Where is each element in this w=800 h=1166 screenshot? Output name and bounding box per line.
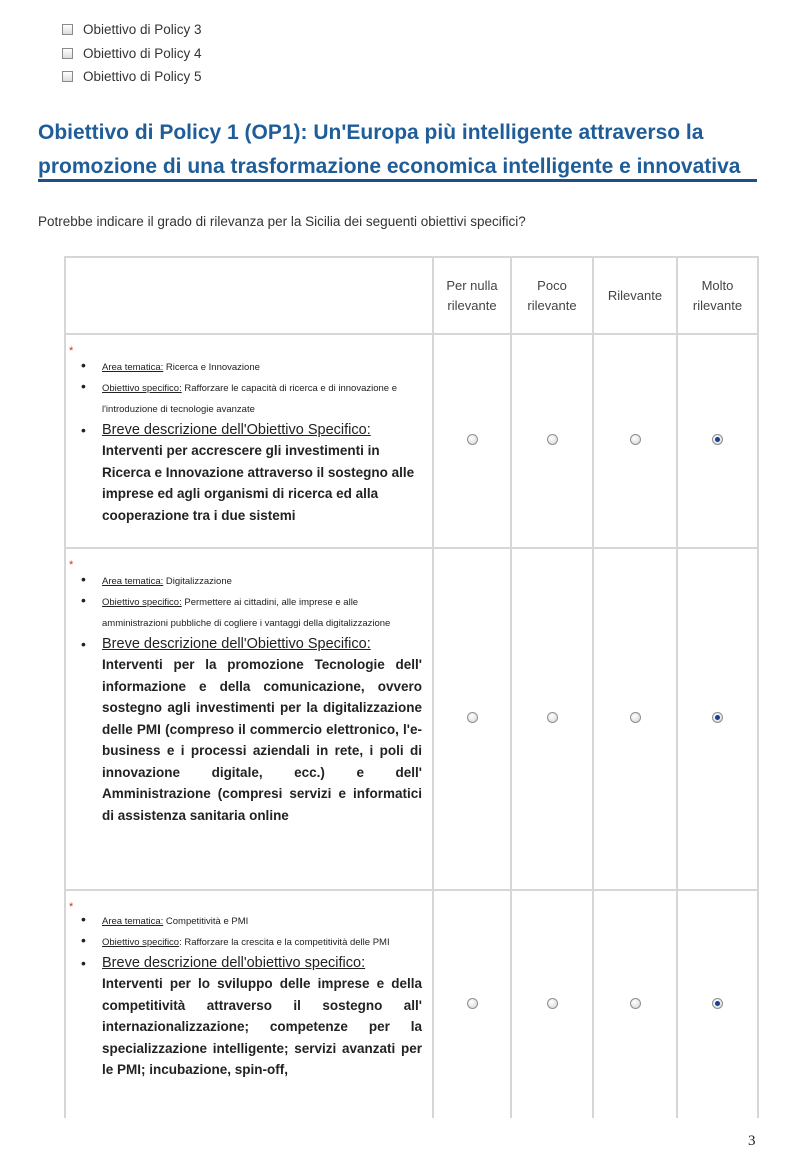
checkbox-list bbox=[62, 18, 202, 89]
objective-line bbox=[81, 378, 422, 420]
question-text: Potrebbe indicare il grado di rilevanza per la Sicilia dei seguenti obiettivi specifici? bbox=[38, 214, 526, 229]
radio-molto-rilevante[interactable] bbox=[712, 434, 723, 445]
objective-content bbox=[81, 571, 422, 826]
radio-rilevante[interactable] bbox=[630, 434, 641, 445]
radio-poco-rilevante[interactable] bbox=[547, 998, 558, 1009]
objective-value: : Rafforzare la crescita e la competitività delle PMI bbox=[179, 937, 390, 948]
checkbox-label: Obiettivo di Policy 5 bbox=[83, 69, 202, 85]
objective-description bbox=[65, 334, 433, 548]
column-header: Molto rilevante bbox=[677, 257, 758, 334]
radio-cell bbox=[511, 548, 593, 890]
brief-label: Breve descrizione dell'Obiettivo Specifico: bbox=[102, 422, 371, 438]
checkbox-option[interactable] bbox=[62, 42, 202, 66]
area-line bbox=[81, 357, 422, 378]
bullet: • bbox=[81, 932, 86, 948]
radio-cell bbox=[593, 548, 677, 890]
brief-line bbox=[81, 953, 422, 973]
header-empty bbox=[65, 257, 433, 334]
brief-line bbox=[81, 420, 422, 440]
checkbox-label: Obiettivo di Policy 4 bbox=[83, 45, 202, 61]
area-line bbox=[81, 911, 422, 932]
required-marker: * bbox=[69, 345, 74, 357]
objective-value: Rafforzare le capacità di ricerca e di innovazione e l'introduzione di tecnologie avanzate bbox=[102, 383, 398, 415]
radio-poco-rilevante[interactable] bbox=[547, 712, 558, 723]
area-line bbox=[81, 571, 422, 592]
rating-matrix bbox=[64, 256, 759, 1118]
radio-cell bbox=[593, 334, 677, 548]
objective-value: Permettere ai cittadini, alle imprese e alle amministrazioni pubbliche di cogliere i vantaggi della digitalizzazione bbox=[102, 597, 391, 629]
section-title: Obiettivo di Policy 1 (OP1): Un'Europa più intelligente attraverso la promozione di una trasformazione economica intelligente e innovativa bbox=[38, 121, 741, 178]
radio-cell bbox=[511, 890, 593, 1118]
radio-cell bbox=[593, 890, 677, 1118]
objective-label: Obiettivo specifico bbox=[102, 937, 180, 948]
area-label: Area tematica: bbox=[102, 362, 164, 373]
question-row bbox=[65, 548, 758, 890]
checkbox[interactable] bbox=[62, 24, 73, 35]
objective-content bbox=[81, 357, 422, 526]
bullet: • bbox=[81, 571, 86, 587]
radio-poco-rilevante[interactable] bbox=[547, 434, 558, 445]
radio-per-nulla-rilevante[interactable] bbox=[467, 998, 478, 1009]
objective-label: Obiettivo specifico: bbox=[102, 597, 182, 608]
brief-text: Interventi per lo sviluppo delle imprese e della competitività attraverso il sostegno all' internazionalizzazione; competenze per la specializzazione intelligente; servizi avanzati per le PMI; incubazione, spin-off, bbox=[102, 976, 422, 1077]
bullet: • bbox=[81, 636, 86, 652]
radio-rilevante[interactable] bbox=[630, 998, 641, 1009]
column-header: Per nulla rilevante bbox=[433, 257, 511, 334]
objective-line bbox=[81, 932, 422, 953]
objective-description bbox=[65, 890, 433, 1118]
objective-label: Obiettivo specifico: bbox=[102, 383, 182, 394]
radio-cell bbox=[433, 548, 511, 890]
checkbox[interactable] bbox=[62, 71, 73, 82]
radio-rilevante[interactable] bbox=[630, 712, 641, 723]
bullet: • bbox=[81, 955, 86, 971]
area-value: Ricerca e Innovazione bbox=[165, 362, 260, 373]
bullet: • bbox=[81, 422, 86, 438]
objective-line bbox=[81, 592, 422, 634]
radio-cell bbox=[677, 334, 758, 548]
objective-content bbox=[81, 911, 422, 1081]
page-number: 3 bbox=[748, 1133, 756, 1149]
radio-cell bbox=[433, 334, 511, 548]
question-row bbox=[65, 334, 758, 548]
column-header: Poco rilevante bbox=[511, 257, 593, 334]
bullet: • bbox=[81, 911, 86, 927]
radio-cell bbox=[677, 548, 758, 890]
column-header: Rilevante bbox=[593, 257, 677, 334]
brief-label: Breve descrizione dell'obiettivo specifico: bbox=[102, 955, 366, 971]
radio-per-nulla-rilevante[interactable] bbox=[467, 712, 478, 723]
radio-cell bbox=[433, 890, 511, 1118]
header-row bbox=[65, 257, 758, 334]
required-marker: * bbox=[69, 559, 74, 571]
bullet: • bbox=[81, 378, 86, 394]
checkbox-label: Obiettivo di Policy 3 bbox=[83, 22, 202, 38]
checkbox-option[interactable] bbox=[62, 18, 202, 42]
bullet: • bbox=[81, 357, 86, 373]
area-value: Competitività e PMI bbox=[165, 916, 249, 927]
radio-molto-rilevante[interactable] bbox=[712, 712, 723, 723]
area-label: Area tematica: bbox=[102, 916, 164, 927]
required-marker: * bbox=[69, 901, 74, 913]
radio-cell bbox=[677, 890, 758, 1118]
area-value: Digitalizzazione bbox=[165, 576, 232, 587]
radio-cell bbox=[511, 334, 593, 548]
brief-line bbox=[81, 634, 422, 654]
brief-label: Breve descrizione dell'Obiettivo Specifico: bbox=[102, 636, 371, 652]
objective-description bbox=[65, 548, 433, 890]
area-label: Area tematica: bbox=[102, 576, 164, 587]
radio-per-nulla-rilevante[interactable] bbox=[467, 434, 478, 445]
question-row bbox=[65, 890, 758, 1118]
checkbox-option[interactable] bbox=[62, 65, 202, 89]
brief-text: Interventi per accrescere gli investimenti in Ricerca e Innovazione attraverso il sostegno alle imprese ed agli organismi di ricerca ed alla cooperazione tra i due sistemi bbox=[102, 443, 415, 523]
bullet: • bbox=[81, 592, 86, 608]
radio-molto-rilevante[interactable] bbox=[712, 998, 723, 1009]
title-divider bbox=[38, 179, 757, 182]
brief-text: Interventi per la promozione Tecnologie dell' informazione e della comunicazione, ovvero sostegno agli investimenti per la digitalizzazione delle PMI (compreso il commercio elettronico, l'e-business e i processi aziendali in rete, i poli di innovazione digitale, ecc.) e dell' Amministrazione (compresi servizi e informatici di assistenza sanitaria online bbox=[102, 657, 422, 823]
checkbox[interactable] bbox=[62, 48, 73, 59]
